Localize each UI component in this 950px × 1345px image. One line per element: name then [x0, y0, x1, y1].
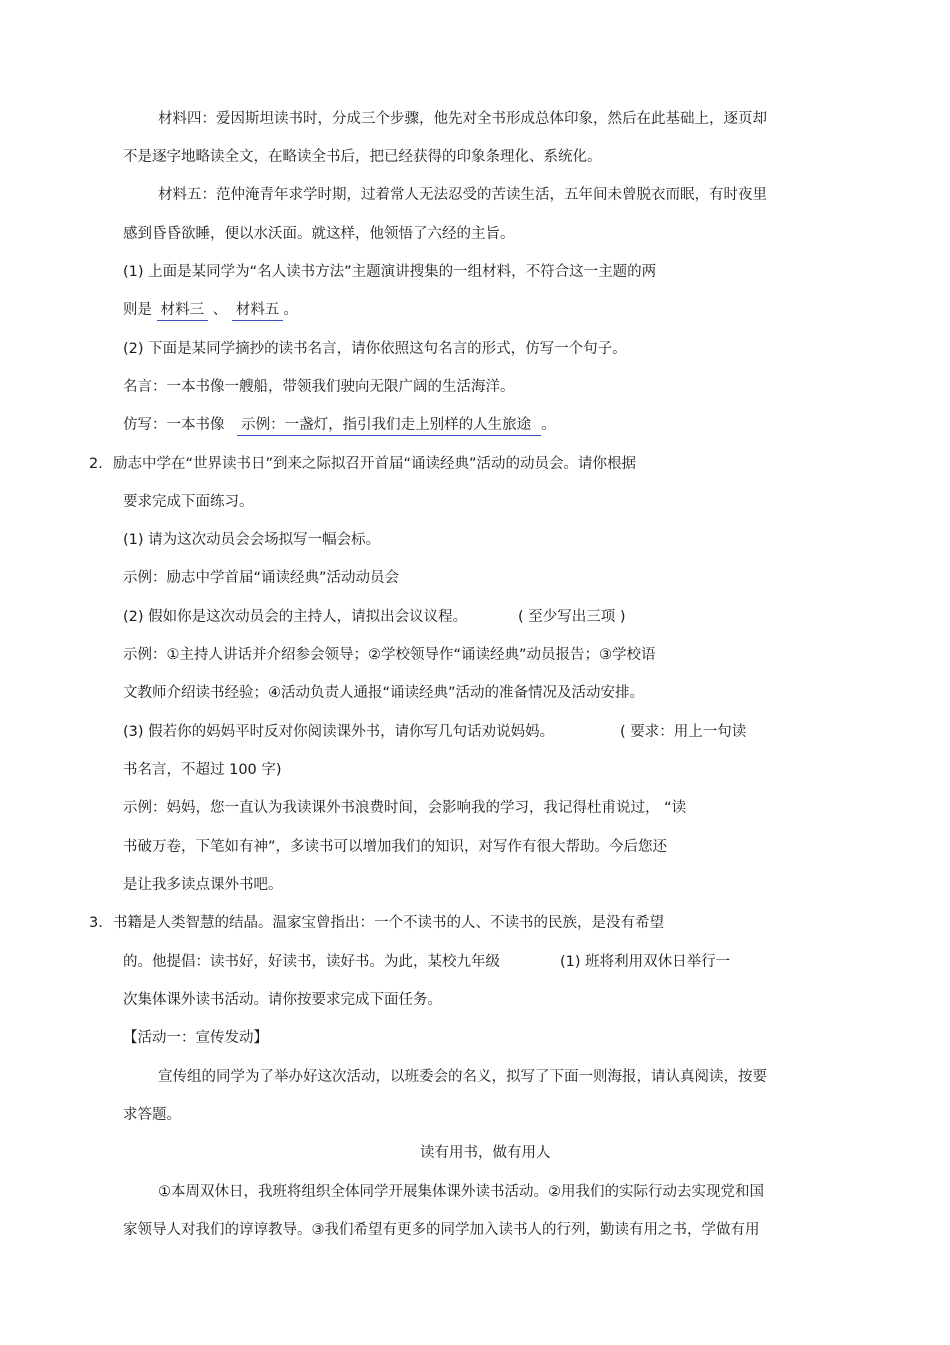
q2-part3-example-1: 示例：妈妈，您一直认为我读课外书浪费时间，会影响我的学习，我记得杜甫说过， “读 — [123, 800, 687, 816]
material-4-line-2: 不是逐字地略读全文，在略读全书后，把已经获得的印象条理化、系统化。 — [123, 149, 602, 165]
answer-end: 。 — [283, 302, 298, 318]
material-4-line-1: 材料四：爱因斯坦读书时，分成三个步骤，他先对全书形成总体印象，然后在此基础上，逐页却 — [158, 111, 767, 127]
q2-stem-2: 要求完成下面练习。 — [123, 494, 254, 510]
q2-stem-1: 励志中学在“世界读书日”到来之际拟召开首届“诵读经典”活动的动员会。请你根据 — [113, 456, 637, 472]
activity-one-heading: 【活动一：宣传发动】 — [123, 1030, 268, 1046]
q3-intro-1: 宣传组的同学为了举办好这次活动，以班委会的名义，拟写了下面一则海报，请认真阅读，按要 — [158, 1069, 767, 1085]
q2-part2: (2) 假如你是这次动员会的主持人，请拟出会议议程。 — [123, 609, 468, 625]
q2-part3-example-2: 书破万卷，下笔如有神”，多读书可以增加我们的知识，对写作有很大帮助。今后您还 — [123, 839, 668, 855]
imitate-end: 。 — [541, 417, 556, 433]
material-5-line-1: 材料五：范仲淹青年求学时期，过着常人无法忍受的苦读生活，五年间未曾脱衣而眠，有时夜里 — [158, 187, 767, 203]
q3-number: 3． — [89, 915, 113, 931]
q2-number: 2． — [89, 456, 113, 472]
q2-part2-example-1: 示例：①主持人讲话并介绍参会领导；②学校领导作“诵读经典”动员报告；③学校语 — [123, 647, 656, 663]
material-5-line-2: 感到昏昏欲睡，便以水沃面。就这样，他领悟了六经的主旨。 — [123, 226, 515, 242]
poster-title: 读有用书，做有用人 — [420, 1145, 551, 1161]
answer-material-5: 材料五 — [232, 300, 284, 321]
poster-line-2: 家领导人对我们的谆谆教导。③我们希望有更多的同学加入读书人的行列，勤读有用之书，学做有用 — [123, 1222, 760, 1238]
q2-part1-example: 示例：励志中学首届“诵读经典”活动动员会 — [123, 570, 400, 586]
q1-part1-answer-line — [123, 300, 298, 321]
q3-stem-1: 书籍是人类智慧的结晶。温家宝曾指出：一个不读书的人、不读书的民族，是没有希望 — [113, 915, 664, 931]
quote-line: 名言：一本书像一艘船，带领我们驶向无限广阔的生活海洋。 — [123, 379, 515, 395]
imitate-prefix: 仿写：一本书像 — [123, 417, 225, 433]
q2-part2-example-2: 文教师介绍读书经验；④活动负责人通报“诵读经典”活动的准备情况及活动安排。 — [123, 685, 645, 701]
q3-intro-2: 求答题。 — [123, 1107, 181, 1123]
q3-stem-2b: (1) 班将利用双休日举行一 — [560, 954, 731, 970]
q1-part1-prefix: 则是 — [123, 302, 152, 318]
q3-stem-2a: 的。他提倡：读书好，好读书，读好书。为此，某校九年级 — [123, 954, 500, 970]
q3-stem-3: 次集体课外读书活动。请你按要求完成下面任务。 — [123, 992, 442, 1008]
q1-part2-text: (2) 下面是某同学摘抄的读书名言，请你依照这句名言的形式，仿写一个句子。 — [123, 341, 627, 357]
answer-separator: 、 — [212, 302, 228, 318]
imitate-answer: 示例：一盏灯，指引我们走上别样的人生旅途 — [237, 415, 541, 436]
q2-part3-example-3: 是让我多读点课外书吧。 — [123, 877, 283, 893]
q2-part2-requirement: ( 至少写出三项 ) — [518, 609, 626, 625]
q2-part3: (3) 假若你的妈妈平时反对你阅读课外书，请你写几句话劝说妈妈。 — [123, 724, 555, 740]
q2-part3-requirement: ( 要求：用上一句读 — [620, 724, 747, 740]
poster-line-1: ①本周双休日，我班将组织全体同学开展集体课外读书活动。②用我们的实际行动去实现党和国 — [158, 1184, 764, 1200]
q1-part1-text: (1) 上面是某同学为“名人读书方法”主题演讲搜集的一组材料，不符合这一主题的两 — [123, 264, 657, 280]
answer-material-3: 材料三 — [157, 300, 209, 321]
q2-part1: (1) 请为这次动员会会场拟写一幅会标。 — [123, 532, 381, 548]
q2-part3-requirement-2: 书名言，不超过 100 字) — [123, 762, 282, 778]
imitate-line — [123, 415, 556, 436]
